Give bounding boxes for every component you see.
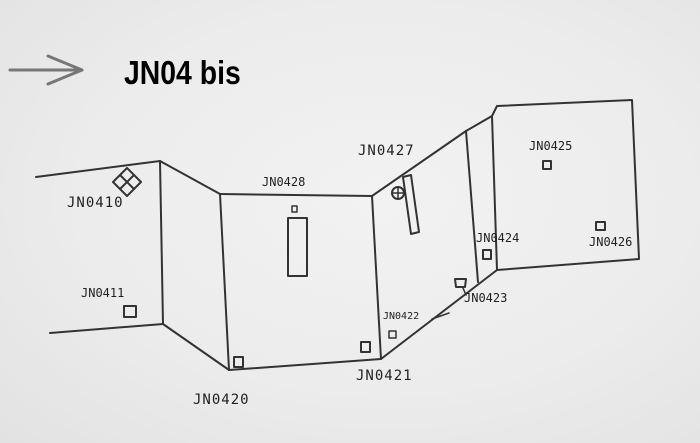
page-title: JN04 bis (124, 54, 241, 91)
marker-jn0422 (389, 331, 396, 338)
marker-jn0425 (543, 161, 551, 169)
tilted-slot-jn0427 (403, 175, 419, 234)
marker-jn0420 (234, 357, 243, 367)
marker-jn0424 (483, 250, 491, 259)
marker-jn0426 (596, 222, 605, 230)
connector-panel-outline (160, 161, 229, 370)
direction-arrow-icon (10, 56, 82, 84)
left-panel-outline (36, 161, 163, 333)
label-jn0420: JN0420 (193, 392, 250, 408)
marker-jn0423 (455, 279, 466, 287)
hatched-diamond-marker (113, 168, 141, 196)
marker-jn0411 (124, 306, 136, 317)
center-slot (288, 218, 307, 276)
label-jn0411: JN0411 (81, 286, 125, 300)
round-marker-jn0427 (392, 187, 404, 199)
label-jn0421: JN0421 (356, 368, 413, 384)
marker-jn0421 (361, 342, 370, 352)
label-jn0428: JN0428 (262, 175, 306, 189)
label-jn0423: JN0423 (464, 291, 508, 305)
label-jn0410: JN0410 (67, 195, 124, 211)
label-jn0426: JN0426 (589, 235, 633, 249)
marker-jn0428 (292, 206, 297, 212)
center-panel-outline (220, 194, 381, 370)
right-panel-divider (466, 131, 478, 282)
label-jn0425: JN0425 (529, 139, 573, 153)
label-jn0427: JN0427 (358, 143, 415, 159)
label-jn0424: JN0424 (476, 231, 520, 245)
label-jn0422: JN0422 (383, 311, 420, 322)
